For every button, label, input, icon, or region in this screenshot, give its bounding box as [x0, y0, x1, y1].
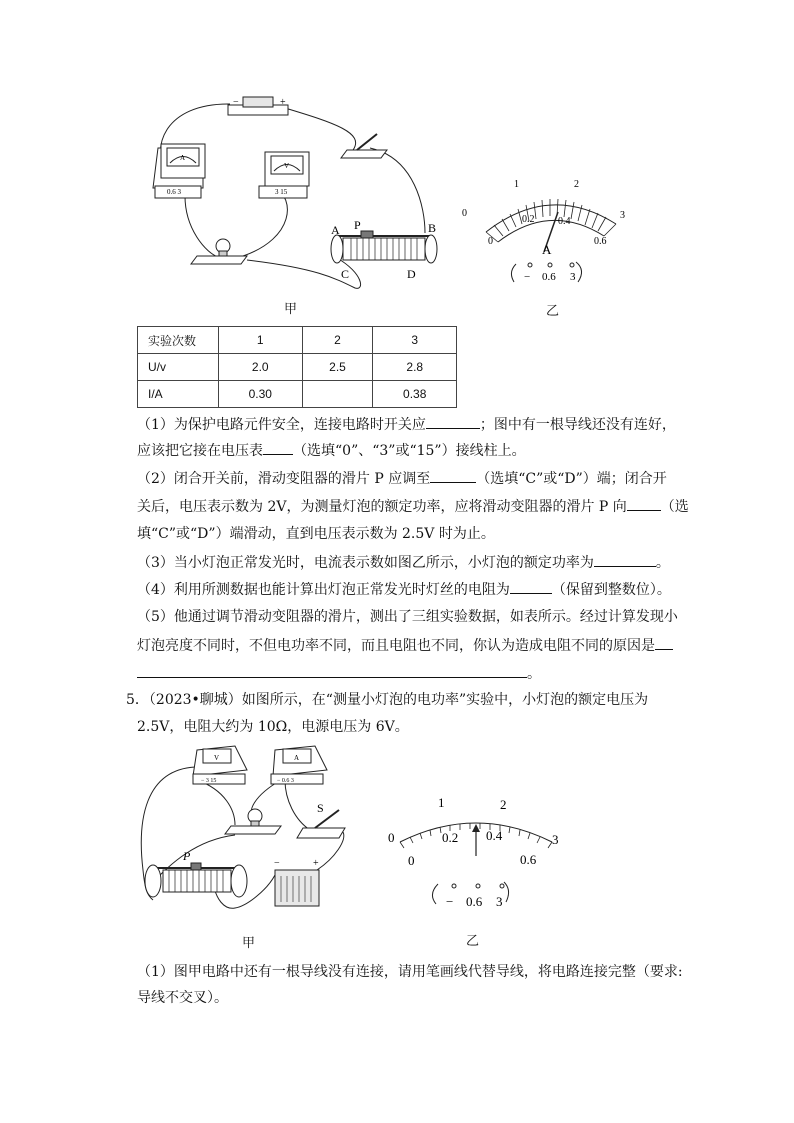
slider-label: P [183, 849, 191, 863]
answer-blank[interactable] [510, 579, 552, 594]
text: 。 [655, 555, 670, 571]
meter-terminal-0-6: 0.6 [466, 894, 483, 909]
answer-blank[interactable] [137, 663, 527, 678]
meter-terminal-minus: − [446, 894, 454, 909]
figure-2-circuit [135, 740, 360, 925]
meter-lower-3: 0.6 [594, 236, 607, 247]
ammeter [271, 746, 327, 784]
voltmeter-terminals: 3 15 [275, 188, 288, 196]
meter-upper-1: 1 [438, 795, 445, 810]
ammeter-terminals: − 0.6 3 [277, 778, 294, 784]
answer-blank[interactable] [594, 552, 656, 567]
answer-blank[interactable] [426, 414, 480, 429]
battery [274, 858, 319, 906]
wire [370, 148, 425, 233]
meter-upper-2: 2 [574, 179, 579, 190]
table-cell: 2.0 [219, 354, 303, 381]
q4-part2-line1 [137, 468, 667, 489]
table-cell [302, 381, 373, 408]
answer-blank[interactable] [263, 440, 293, 455]
meter-lower-2: 0.4 [558, 216, 571, 227]
table-header-cell: 1 [219, 327, 303, 354]
text: （选 [660, 499, 689, 515]
table-header-cell: 2 [302, 327, 373, 354]
figure-2-caption-yi: 乙 [466, 934, 480, 949]
text: 灯泡亮度不同时，不但电功率不同，而且电阻也不同，你认为造成电阻不同的原因是 [137, 638, 655, 654]
voltmeter [259, 152, 309, 198]
figure-1-circuit [125, 88, 450, 300]
table-row [138, 381, 457, 408]
figure-1-caption-jia: 甲 [284, 302, 298, 317]
meter-upper-0: 0 [462, 208, 467, 219]
table-cell: 2.5 [302, 354, 373, 381]
battery [228, 97, 288, 115]
meter-lower-3: 0.6 [520, 852, 537, 867]
rheostat-label-a: A [331, 223, 340, 237]
meter-upper-0: 0 [388, 830, 395, 845]
q5-part1-line1: （1）图甲电路中还有一根导线没有连接，请用笔画线代替导线，将电路连接完整（要求: [137, 964, 683, 980]
figure-1-ammeter-dial [458, 172, 643, 292]
rheostat [331, 218, 437, 281]
meter-upper-3: 3 [552, 832, 559, 847]
meter-unit: A [542, 242, 552, 257]
text: （4）利用所测数据也能计算出灯泡正常发光时灯丝的电阻为 [137, 582, 510, 598]
rheostat-label-d: D [407, 267, 416, 281]
q4-part4 [137, 579, 671, 600]
q4-part1-line1 [137, 414, 676, 435]
wire [285, 780, 310, 830]
table-cell: 0.30 [219, 381, 303, 408]
ammeter-letter: A [294, 754, 300, 762]
meter-upper-2: 2 [500, 797, 507, 812]
q5-stem-line2: 2.5V，电阻大约为 10Ω，电源电压为 6V。 [137, 719, 409, 735]
meter-lower-0: 0 [408, 853, 415, 868]
text: （3）当小灯泡正常发光时，电流表示数如图乙所示，小灯泡的额定功率为 [137, 555, 594, 571]
answer-blank[interactable] [430, 468, 476, 483]
voltmeter-letter: V [284, 162, 290, 170]
bulb [191, 239, 247, 264]
q4-part5-line3 [137, 663, 541, 684]
wire [185, 196, 220, 258]
battery-plus-label: + [313, 858, 319, 869]
table-cell: U/v [138, 354, 219, 381]
q5-part1-line2: 导线不交叉）。 [137, 990, 228, 1006]
text: （2）闭合开关前，滑动变阻器的滑片 P 应调至 [137, 471, 431, 487]
data-table [137, 326, 457, 408]
rheostat [145, 849, 247, 897]
q5-stem-line1: 5．（2023•聊城）如图所示，在“测量小灯泡的电功率”实验中，小灯泡的额定电压为 [126, 692, 649, 708]
figure-1-caption-yi: 乙 [546, 304, 560, 319]
text: （选填“C”或“D”）端；闭合开 [476, 471, 667, 487]
q4-part5-line2 [137, 635, 673, 656]
rheostat-label-c: C [341, 267, 350, 281]
ammeter-letter: A [180, 154, 186, 162]
text: 应该把它接在电压表 [137, 443, 263, 459]
meter-terminal-0-6: 0.6 [542, 271, 556, 283]
text: （1）为保护电路元件安全，连接电路时开关应 [137, 417, 426, 433]
meter-lower-0: 0 [488, 236, 493, 247]
table-header-cell: 实验次数 [138, 327, 219, 354]
ammeter [153, 144, 205, 198]
text: （选填“0”、“3”或“15”）接线柱上。 [293, 443, 526, 459]
table-row [138, 354, 457, 381]
voltmeter [193, 746, 247, 784]
rheostat-label-b: B [428, 221, 437, 235]
meter-terminal-3: 3 [496, 894, 503, 909]
table-cell: 0.38 [373, 381, 457, 408]
table-cell: I/A [138, 381, 219, 408]
meter-lower-1: 0.2 [522, 214, 535, 225]
text: （5）他通过调节滑动变阻器的滑片，测出了三组实验数据，如表所示。经过计算发现小 [137, 609, 678, 625]
voltmeter-letter: V [214, 754, 220, 762]
rheostat-label-p: P [354, 218, 361, 232]
voltmeter-terminals: − 3 15 [201, 778, 217, 784]
table-header-cell: 3 [373, 327, 457, 354]
wire [285, 108, 356, 150]
text: 关后，电压表示数为 2V，为测量灯泡的额定功率，应将滑动变阻器的滑片 P 向 [137, 499, 627, 515]
answer-blank[interactable] [627, 496, 661, 511]
switch-label: S [317, 801, 324, 815]
ammeter-terminals: 0.6 3 [167, 188, 181, 196]
meter-upper-1: 1 [514, 179, 519, 190]
battery-minus-label: − [233, 97, 239, 108]
meter-lower-2: 0.4 [486, 828, 503, 843]
battery-plus-label: + [280, 97, 286, 108]
figure-2-ammeter-dial [380, 790, 570, 920]
meter-upper-3: 3 [620, 210, 625, 221]
wire [197, 780, 235, 825]
meter-terminal-3: 3 [570, 271, 576, 283]
switch [341, 134, 387, 158]
meter-terminal-minus: − [524, 271, 531, 283]
text: （保留到整数位）。 [551, 582, 671, 598]
text: 填“C”或“D”）端滑动，直到电压表示数为 2.5V 时为止。 [137, 526, 495, 542]
meter-lower-1: 0.2 [442, 830, 459, 845]
q4-part2-line3 [137, 524, 495, 544]
answer-blank[interactable] [655, 635, 673, 650]
text: 。 [527, 666, 541, 682]
q4-part5-line1 [137, 607, 678, 627]
q4-part3 [137, 552, 670, 573]
figure-2-caption-jia: 甲 [242, 936, 256, 951]
q4-part2-line2 [137, 496, 689, 517]
battery-minus-label: − [274, 858, 280, 869]
text: ；图中有一根导线还没有连好， [479, 417, 676, 433]
q4-part1-line2 [137, 440, 526, 461]
switch [297, 801, 345, 838]
table-row [138, 327, 457, 354]
table-cell: 2.8 [373, 354, 457, 381]
